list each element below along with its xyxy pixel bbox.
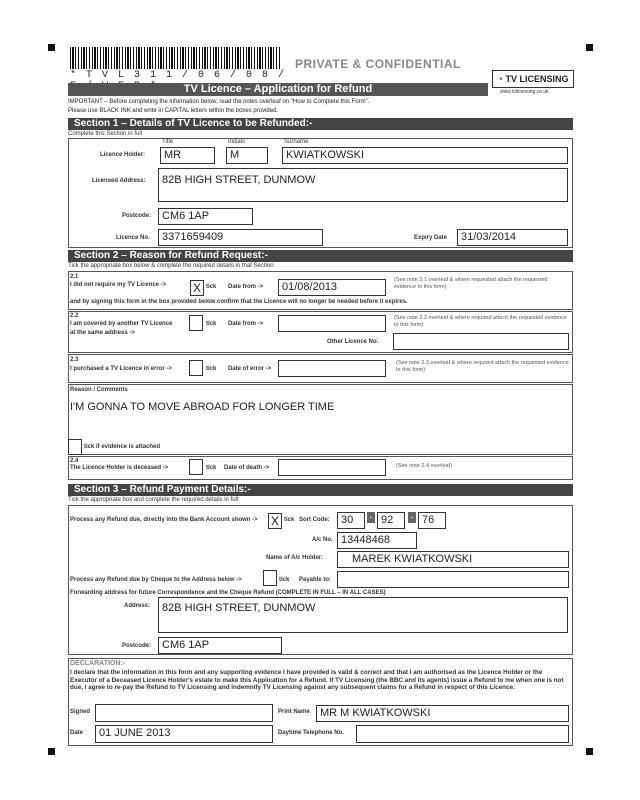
section1-header: Section 1 – Details of TV Licence to be Refunded:- <box>68 118 573 130</box>
forwarding-address-note: Forwarding address for future Correspondence and the Cheque Refund (COMPLETE IN FULL – IN ALL CASES) <box>70 590 386 596</box>
date-of-error-field[interactable] <box>278 360 386 377</box>
signed-label: Signed <box>70 709 91 715</box>
r21-date-from-label: Date from -> <box>228 284 264 290</box>
forwarding-address-label: Address: <box>124 603 151 609</box>
r22-number: 2.2 <box>70 313 79 319</box>
surname-field[interactable]: KWIATKOWSKI <box>282 147 568 164</box>
sort-code-label: Sort Code: <box>299 517 330 523</box>
important-note: IMPORTANT – Before completing the information below, read the notes overleaf on "How to Complete this Form". <box>68 99 370 105</box>
cheque-refund-text: Process any Refund due by Cheque to the Address below -> <box>70 577 242 583</box>
r22-text1: I am covered by another TV Licence <box>70 321 173 327</box>
r23-text: I purchased a TV Licence in error -> <box>70 366 172 372</box>
payable-to-label: Payable to: <box>299 577 332 583</box>
r21-text: I did not require my TV Licence -> <box>70 282 167 288</box>
r21-date-field[interactable]: 01/08/2013 <box>278 279 386 296</box>
evidence-tick-box[interactable] <box>68 439 82 455</box>
cheque-tick-label: tick <box>279 577 290 583</box>
r23-number: 2.3 <box>70 357 79 363</box>
barcode-text: * T V L 3 1 1 / 0 6 / 0 8 / <box>70 70 287 81</box>
sort-code-dash: - <box>408 512 416 523</box>
col-title: Title <box>162 139 174 145</box>
logo-text: TV LICENSING <box>505 74 569 84</box>
r22-text2: at the same address -> <box>70 330 135 336</box>
bank-tick-box[interactable]: X <box>268 513 282 529</box>
bank-tick-label: tick <box>284 517 295 523</box>
date-of-death-field[interactable] <box>278 459 386 476</box>
r23-tick-label: tick <box>206 366 217 372</box>
other-licence-field[interactable] <box>393 333 569 350</box>
signal-icon: ◔ <box>497 74 506 84</box>
postcode-field[interactable]: CM6 1AP <box>158 208 253 225</box>
licence-no-field[interactable]: 3371659409 <box>158 229 323 246</box>
r21-note: (See note 2.1 overleaf & where requested attach the requested evidence to this form) <box>394 277 548 290</box>
registration-mark <box>586 44 593 51</box>
date-of-death-label: Date of death -> <box>224 465 270 471</box>
r21-tick-box[interactable]: X <box>190 280 204 296</box>
r22-tick-box[interactable] <box>189 315 203 331</box>
declaration-text: I declare that the information in this form and any supporting evidence I have provided is valid & correct and that I am authorised as the Licence Holder or the Executor of a Deceased Licence Holder's estate to make this Application for a Refund. If TV Licensing (the BBC and its agents) issue a Refund to me when one is not due, I agree to re-pay the Refund to TV Licensing and indemnify TV Licensing against any subsequent claims for a Refund in respect of this Licence. <box>70 669 564 692</box>
section2-instruction: Tick the appropriate box below & complete the required details in that Section <box>68 263 274 269</box>
r24-note: (See note 2.4 overleaf) <box>396 463 452 469</box>
licence-no-label: Licence No. <box>116 235 150 241</box>
ac-no-field[interactable]: 13448468 <box>337 532 417 549</box>
r24-tick-box[interactable] <box>189 459 203 475</box>
forwarding-postcode-label: Postcode: <box>122 643 152 649</box>
section1-instruction: Complete this Section in full <box>68 131 143 137</box>
col-initials: Initials <box>228 139 246 145</box>
print-name-field[interactable]: MR M KWIATKOWSKI <box>316 705 569 722</box>
section3-instruction: Tick the appropriate box and complete the required details in full <box>68 497 239 503</box>
daytime-phone-field[interactable] <box>356 725 569 743</box>
ink-instruction: Please use BLACK INK and write in CAPITAL letters within the boxes provided. <box>68 108 279 114</box>
licensed-address-field[interactable]: 82B HIGH STREET, DUNMOW <box>158 168 568 202</box>
reason-comments-value[interactable]: I'M GONNA TO MOVE ABROAD FOR LONGER TIME <box>70 401 335 413</box>
reason-comments-label: Reason / Comments <box>70 387 128 393</box>
r24-number: 2.4 <box>70 458 79 464</box>
initials-field[interactable]: M <box>226 147 268 164</box>
evidence-label: tick if evidence is attached <box>84 444 161 450</box>
sort-code-1[interactable]: 30 <box>337 512 365 529</box>
print-name-label: Print Name <box>278 709 310 715</box>
tv-licensing-logo <box>492 70 574 88</box>
confidential-label: PRIVATE & CONFIDENTIAL <box>295 57 461 71</box>
r24-tick-label: tick <box>206 465 217 471</box>
bank-refund-text: Process any Refund due, directly into the Bank Account shown -> <box>70 517 258 523</box>
logo-url: www.tvlicensing.co.uk <box>500 89 549 95</box>
sort-code-2[interactable]: 92 <box>377 512 405 529</box>
r22-date-field[interactable] <box>278 315 386 332</box>
ac-holder-label: Name of A/c Holder: <box>266 555 324 561</box>
other-licence-label: Other Licence No. <box>327 339 379 345</box>
col-surname: Surname <box>284 139 309 145</box>
r22-tick-label: tick <box>206 321 217 327</box>
registration-mark <box>48 44 55 51</box>
sort-code-3[interactable]: 76 <box>418 512 446 529</box>
licensed-address-label: Licensed Address: <box>92 178 146 184</box>
date-label: Date <box>70 730 84 736</box>
barcode <box>70 47 280 69</box>
licence-holder-label: Licence Holder: <box>100 152 146 158</box>
r21-confirm: and by signing this form in the box provided below confirm that the Licence will no longer be needed before it expires. <box>70 299 408 305</box>
expiry-date-label: Expiry Date <box>414 235 448 241</box>
r23-tick-box[interactable] <box>189 360 203 376</box>
section2-header: Section 2 – Reason for Refund Request:- <box>68 250 573 262</box>
cheque-tick-box[interactable] <box>263 570 277 586</box>
r22-note: (See note 2.2 overleaf & where required attach the requested evidence to this form) <box>394 315 567 328</box>
title-field[interactable]: MR <box>160 147 215 164</box>
r23-note: (See note 2.3 overleaf & where required attach the requested evidence to this form) <box>396 360 569 373</box>
ac-holder-field[interactable]: MAREK KWIATKOWSKI <box>337 551 569 568</box>
forwarding-address-field[interactable]: 82B HIGH STREET, DUNMOW <box>158 597 568 633</box>
registration-mark <box>48 748 55 755</box>
r21-tick-label: tick <box>206 284 217 290</box>
date-field[interactable]: 01 JUNE 2013 <box>95 725 273 743</box>
signature-field[interactable] <box>95 704 273 722</box>
postcode-label: Postcode: <box>122 213 152 219</box>
registration-mark <box>586 748 593 755</box>
daytime-phone-label: Daytime Telephone No. <box>278 730 344 736</box>
expiry-date-field[interactable]: 31/03/2014 <box>457 229 568 246</box>
r22-date-from-label: Date from -> <box>228 321 264 327</box>
form-title: TV Licence – Application for Refund <box>68 83 488 96</box>
r24-text: The Licence Holder is deceased -> <box>70 465 169 471</box>
date-of-error-label: Date of error -> <box>228 366 272 372</box>
section3-header: Section 3 – Refund Payment Details:- <box>68 484 573 496</box>
declaration-title: DECLARATION:- <box>70 660 126 667</box>
payable-to-field[interactable] <box>337 571 569 588</box>
ac-no-label: A/c No. <box>312 537 333 543</box>
r21-number: 2.1 <box>70 274 79 280</box>
sort-code-dash: - <box>367 512 375 523</box>
forwarding-postcode-field[interactable]: CM6 1AP <box>158 637 282 654</box>
